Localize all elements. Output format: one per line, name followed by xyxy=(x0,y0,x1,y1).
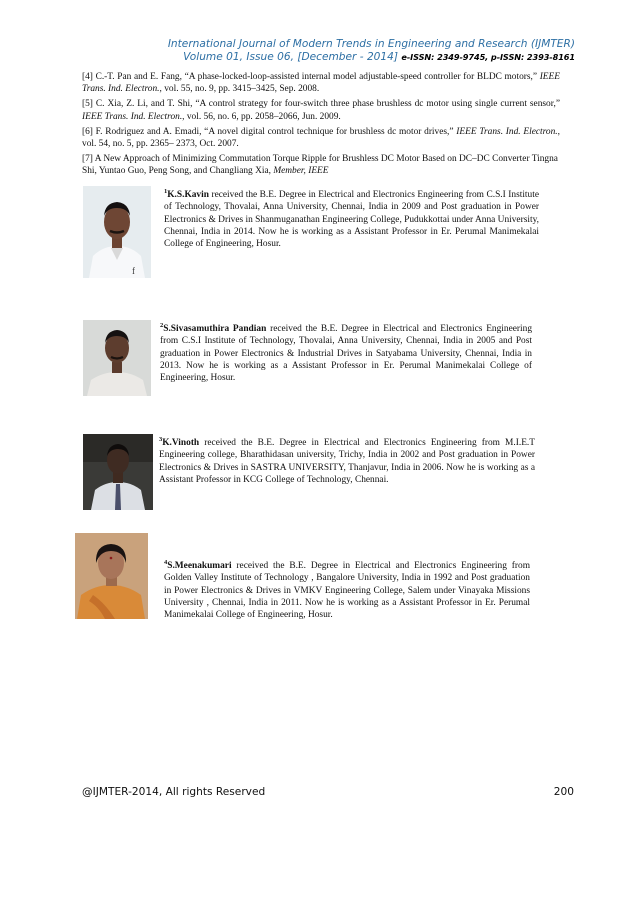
references-list xyxy=(82,71,560,181)
author-photo-pandian xyxy=(83,320,151,396)
author-bio-1: $^1$K.S.Kavin received the B.E. Degree in Electrical and Electronics Engineering from C.S.I Institute of Technology, Thovalai, Anna University, Chennai, India in 2009 and Post graduation in Power Electronics & Drives in Shanmuganathan Engineering College, Pudukkottai under Anna University, Chennai, India in 2014. Now he is working as a Assistant Professor in Er. Perumal Manimekalai College of Engineering, Hosur. xyxy=(164,188,539,249)
svg-text:f: f xyxy=(132,266,135,276)
author-bio-2: $^2$S.Sivasamuthira Pandian received the B.E. Degree in Electrical and Electronics Engineering from C.S.I Institute of Technology, Thovalai, Anna University, Chennai, India in 2005 and Post graduation in Power Electronics & Industrial Drives in Satyabama University, Chennai, India in 2013. Now he is working as a Assistant Professor in Er. Perumal Manimekalai College of Engineering, Hosur. xyxy=(160,322,533,383)
reference-item: [7] A New Approach of Minimizing Commutation Torque Ripple for Brushless DC Motor Based on DC–DC Converter Tingna Shi, Yuntao Guo, Peng Song, and Changliang Xia, Member, IEEE xyxy=(82,154,558,177)
author-photo-vinoth xyxy=(83,434,153,510)
journal-header xyxy=(150,38,575,64)
author-name: S.Sivasamuthira Pandian xyxy=(163,324,267,335)
author-name: K.Vinoth xyxy=(162,438,200,449)
page-footer xyxy=(82,786,574,798)
reference-item: [4] C.-T. Pan and E. Fang, “A phase-locked-loop-assisted internal model adjustable-speed controller for BLDC motors,” IEEE Trans. Ind. Electron., vol. 55, no. 9, pp. 3415–3425, Sep. 2008. xyxy=(82,72,560,95)
reference-item: [6] F. Rodriguez and A. Emadi, “A novel digital control technique for brushless dc motor drives,” IEEE Trans. Ind. Electron., vol. 54, no. 5, pp. 2365– 2373, Oct. 2007. xyxy=(82,126,560,150)
author-bio-4: $^4$S.Meenakumari received the B.E. Degree in Electrical and Electronics Engineering from Golden Valley Institute of Technology , Bangalore University, India in 1992 and Post graduation in Power Electronics & Drives in VMKV Engineering College, Salem under Vinayaka Missions University , Chennai, India in 2011. Now he is working as a Assistant Professor in Er. Perumal Manimekalai College of Engineering, Hosur. xyxy=(164,559,530,620)
author-bio-3: $^3$K.Vinoth received the B.E. Degree in Electrical and Electronics Engineering from M.I.E.T Engineering college, Bharathidasan university, Trichy, India in 2002 and Post graduation in Power Electronics & Drives in SASTRA UNIVERSITY, Thanjavur, India in 2006. Now he is working as a Assistant Professor in KCG College of Technology, Chennai. xyxy=(159,436,535,485)
journal-issn: e-ISSN: 2349-9745, p-ISSN: 2393-8161 xyxy=(401,52,575,62)
page-number: 200 xyxy=(553,786,574,798)
author-photo-kavin xyxy=(83,186,151,278)
journal-volume: Volume 01, Issue 06, [December - 2014] xyxy=(183,51,399,63)
author-photo-meenakumari xyxy=(75,533,148,619)
author-name: K.S.Kavin xyxy=(167,190,209,201)
reference-item: [5] C. Xia, Z. Li, and T. Shi, “A control strategy for four-switch three phase brushless dc motor using single current sensor,” IEEE Trans. Ind. Electron., vol. 56, no. 6, pp. 2058–2066, Jun. 2009. xyxy=(82,99,560,122)
author-name: S.Meenakumari xyxy=(167,561,232,572)
footer-copyright: @IJMTER-2014, All rights Reserved xyxy=(82,786,266,798)
journal-title: International Journal of Modern Trends in Engineering and Research (IJMTER) xyxy=(167,38,575,50)
journal-volume-line xyxy=(150,51,575,64)
